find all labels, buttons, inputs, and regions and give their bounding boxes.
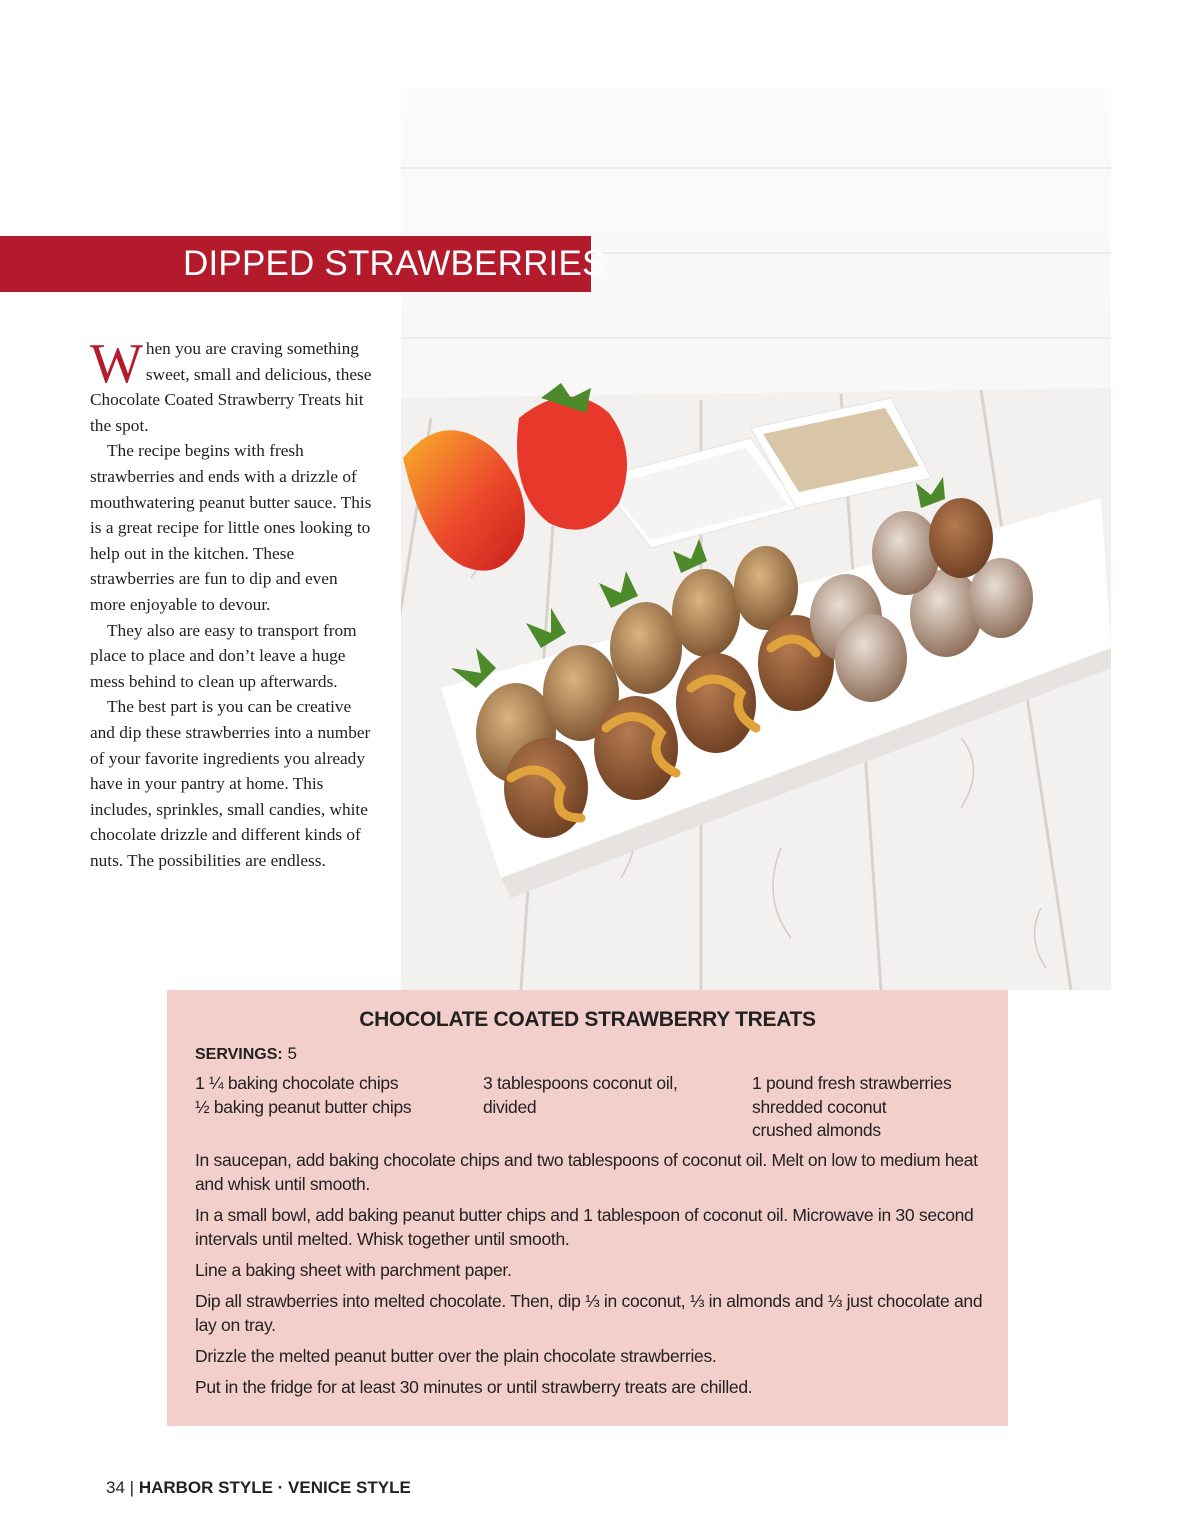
page-footer [106,1478,411,1498]
article-title: DIPPED STRAWBERRIES [183,244,606,283]
recipe-step: Dip all strawberries into melted chocolate. Then, dip ⅓ in coconut, ⅓ in almonds and ⅓ just chocolate and lay on tray. [195,1291,983,1335]
article-paragraph: The best part is you can be creative and dip these strawberries into a number of your favorite ingredients you already have in your pantry at home. This includes, sprinkles, small candies, white chocolate drizzle and different kinds of nuts. The possibilities are endless. [90,697,371,870]
article-paragraph: The recipe begins with fresh strawberries and ends with a drizzle of mouthwatering peanut butter sauce. This is a great recipe for little ones looking to help out in the kitchen. These strawberries are fun to dip and even more enjoyable to devour. [90,441,372,614]
servings-value: 5 [287,1044,297,1063]
recipe-step: Line a baking sheet with parchment paper. [195,1260,512,1280]
servings-label: SERVINGS: [195,1046,283,1063]
recipe-box [167,990,1008,1426]
recipe-step: Put in the fridge for at least 30 minutes or until strawberry treats are chilled. [195,1377,753,1397]
recipe-title: CHOCOLATE COATED STRAWBERRY TREATS [359,1008,816,1031]
publication-name: HARBOR STYLE · VENICE STYLE [138,1478,411,1497]
ingredient: 1 pound fresh strawberries [752,1073,952,1093]
ingredient: 1 ¼ baking chocolate chips [195,1073,399,1093]
strawberries-photo [401,88,1111,990]
ingredients-column-1 [195,1072,465,1119]
recipe-steps [195,1148,985,1406]
ingredient: divided [483,1096,537,1117]
recipe-step: In a small bowl, add baking peanut butter chips and 1 tablespoon of coconut oil. Microwave in 30 second intervals until melted. Whisk together until smooth. [195,1205,974,1249]
ingredient: shredded coconut [752,1096,887,1117]
ingredient: ½ baking peanut butter chips [195,1096,412,1117]
ingredients-column-3 [752,1072,992,1143]
ingredient: 3 tablespoons coconut oil, [483,1073,678,1093]
drop-cap: W [90,333,143,395]
ingredient: crushed almonds [752,1120,881,1140]
ingredients-column-2 [483,1072,723,1119]
article-paragraph: When you are craving something sweet, small and delicious, these Chocolate Coated Strawberry Treats hit the spot. [90,333,372,435]
recipe-step: Drizzle the melted peanut butter over the plain chocolate strawberries. [195,1346,717,1366]
article-body [90,333,375,873]
footer-separator: | [129,1478,135,1497]
article-paragraph: They also are easy to transport from place to place and don’t leave a huge mess behind to clean up afterwards. [90,620,357,691]
recipe-step: In saucepan, add baking chocolate chips and two tablespoons of coconut oil. Melt on low to medium heat and whisk until smooth. [195,1150,978,1194]
page-number: 34 [106,1478,125,1497]
servings [195,1044,297,1064]
